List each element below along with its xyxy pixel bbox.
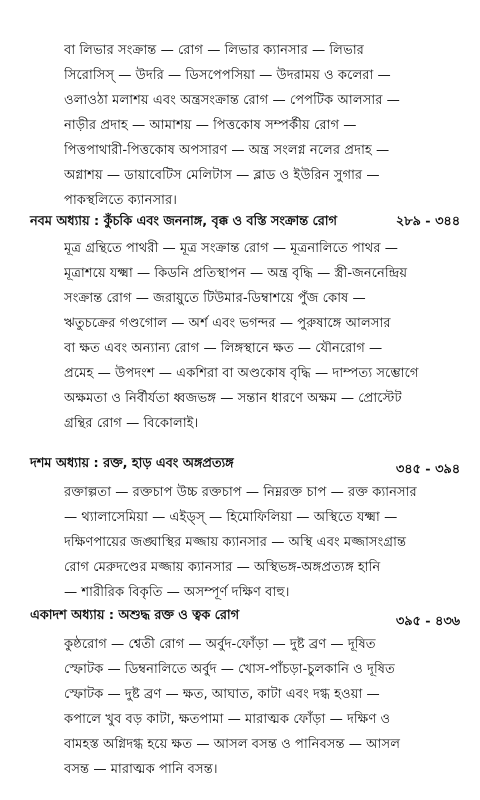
- text-line: গ্রন্থির রোগ — বিকোলাই।: [64, 416, 199, 431]
- chapter-contents: [64, 632, 459, 782]
- text-line: রক্তাল্পতা — রক্তচাপ উচ্চ রক্তচাপ — নিম্নরক্ত চাপ — রক্ত ক্যানসার: [64, 485, 417, 500]
- text-line: স্ফোটক — দুষ্ট ব্রণ — ক্ষত, আঘাত, কাটা এবং দগ্ধ হওয়া —: [64, 687, 380, 702]
- text-line: বামহস্ত অগ্নিদগ্ধ হয়ে ক্ষত — আসল বসন্ত ও পানিবসন্ত — আসল: [64, 737, 401, 752]
- page-range: ৩৯৫ - ৪৩৬: [395, 614, 460, 629]
- text-line: সিরোসিস্ — উদরি — ডিসপেপসিয়া — উদরাময় ও কলেরা —: [64, 68, 391, 83]
- chapter-title: নবম অধ্যায় : কুঁচকি এবং জননাঙ্গ, বৃক্ক ও বস্তি সংক্রান্ত রোগ: [30, 214, 337, 229]
- chapter-heading: [30, 604, 460, 628]
- chapter-contents: [64, 236, 459, 436]
- text-line: পাকস্থলিতে ক্যানসার।: [64, 193, 177, 208]
- text-line: সংক্রান্ত রোগ — জরায়ুতে টিউমার-ডিম্বাশয়ে পুঁজ কোষ —: [64, 291, 366, 306]
- text-line: মূত্রাশয়ে যক্ষ্মা — কিডনি প্রতিস্থাপন — অন্ত্র বৃদ্ধি — স্ত্রী-জননেন্দ্রিয়: [64, 266, 408, 281]
- text-line: — থ্যালাসেমিয়া — এইড্স্ — হিমোফিলিয়া — অস্থিতে যক্ষ্মা —: [64, 510, 398, 525]
- text-line: বা ক্ষত এবং অন্যান্য রোগ — লিঙ্গস্থানে ক্ষত — যৌনরোগ —: [64, 341, 383, 356]
- page-range: ২৮৯ - ৩৪৪: [395, 214, 460, 229]
- text-line: — শারীরিক বিকৃতি — অসম্পূর্ণ দক্ষিণ বাহু।: [64, 585, 290, 600]
- text-line: দক্ষিণপায়ের জঙ্ঘাস্থির মজ্জায় ক্যানসার — অস্থি এবং মজ্জাসংগ্রান্ত: [64, 535, 407, 550]
- text-line: নাড়ীর প্রদাহ — আমাশয় — পিত্তকোষ সম্পর্কীয় রোগ —: [64, 118, 357, 133]
- text-line: স্ফোটক — ডিম্বনালিতে অর্বুদ — খোস-পাঁচড়া-চুলকানি ও দূষিত: [64, 662, 395, 677]
- text-line: পিত্তপাথারী-পিত্তকোষ অপসারণ — অন্ত্র সংলগ্ন নলের প্রদাহ —: [64, 143, 390, 158]
- chapter-heading: [30, 452, 460, 476]
- intro-paragraph: [64, 38, 459, 213]
- chapter-heading: [30, 210, 460, 234]
- text-line: প্রমেহ — উপদংশ — একশিরা বা অণ্ডকোষ বৃদ্ধি — দাম্পত্য সম্ভোগে: [64, 366, 419, 381]
- text-line: ঋতুচক্রের গণ্ডগোল — অর্শ এবং ভগন্দর — পুরুষাঙ্গে আলসার: [64, 316, 391, 331]
- text-line: অগ্নাশয় — ডায়াবেটিস মেলিটাস — ব্লাড ও ইউরিন সুগার —: [64, 168, 380, 183]
- chapter-contents: [64, 480, 459, 605]
- text-line: বসন্ত — মারাত্মক পানি বসন্ত।: [64, 762, 218, 777]
- page-range: ৩৪৫ - ৩৯৪: [395, 462, 460, 477]
- text-line: কুষ্ঠরোগ — শ্বেতী রোগ — অর্বুদ-ফোঁড়া — দুষ্ট ব্রণ — দূষিত: [64, 637, 376, 652]
- chapter-title: দশম অধ্যায় : রক্ত, হাড় এবং অঙ্গপ্রত্যঙ্গ: [30, 456, 234, 471]
- text-line: ওলাওঠা মলাশয় এবং অন্ত্রসংক্রান্ত রোগ — পেপটিক আলসার —: [64, 93, 400, 108]
- text-line: মূত্র গ্রন্থিতে পাথরী — মূত্র সংক্রান্ত রোগ — মূত্রনালিতে পাথর —: [64, 241, 398, 256]
- text-line: কপালে খুব বড় কাটা, ক্ষতপামা — মারাত্মক ফোঁড়া — দক্ষিণ ও: [64, 712, 391, 727]
- text-line: রোগ মেরুদণ্ডের মজ্জায় ক্যানসার — অস্থিভঙ্গ-অঙ্গপ্রত্যঙ্গ হানি: [64, 560, 381, 575]
- text-line: বা লিভার সংক্রান্ত — রোগ — লিভার ক্যানসার — লিভার: [64, 43, 364, 58]
- text-line: অক্ষমতা ও নির্বীর্যতা ধ্বজভঙ্গ — সন্তান ধারণে অক্ষম — প্রোস্টেট: [64, 391, 402, 406]
- chapter-title: একাদশ অধ্যায় : অশুদ্ধ রক্ত ও ত্বক রোগ: [30, 608, 239, 623]
